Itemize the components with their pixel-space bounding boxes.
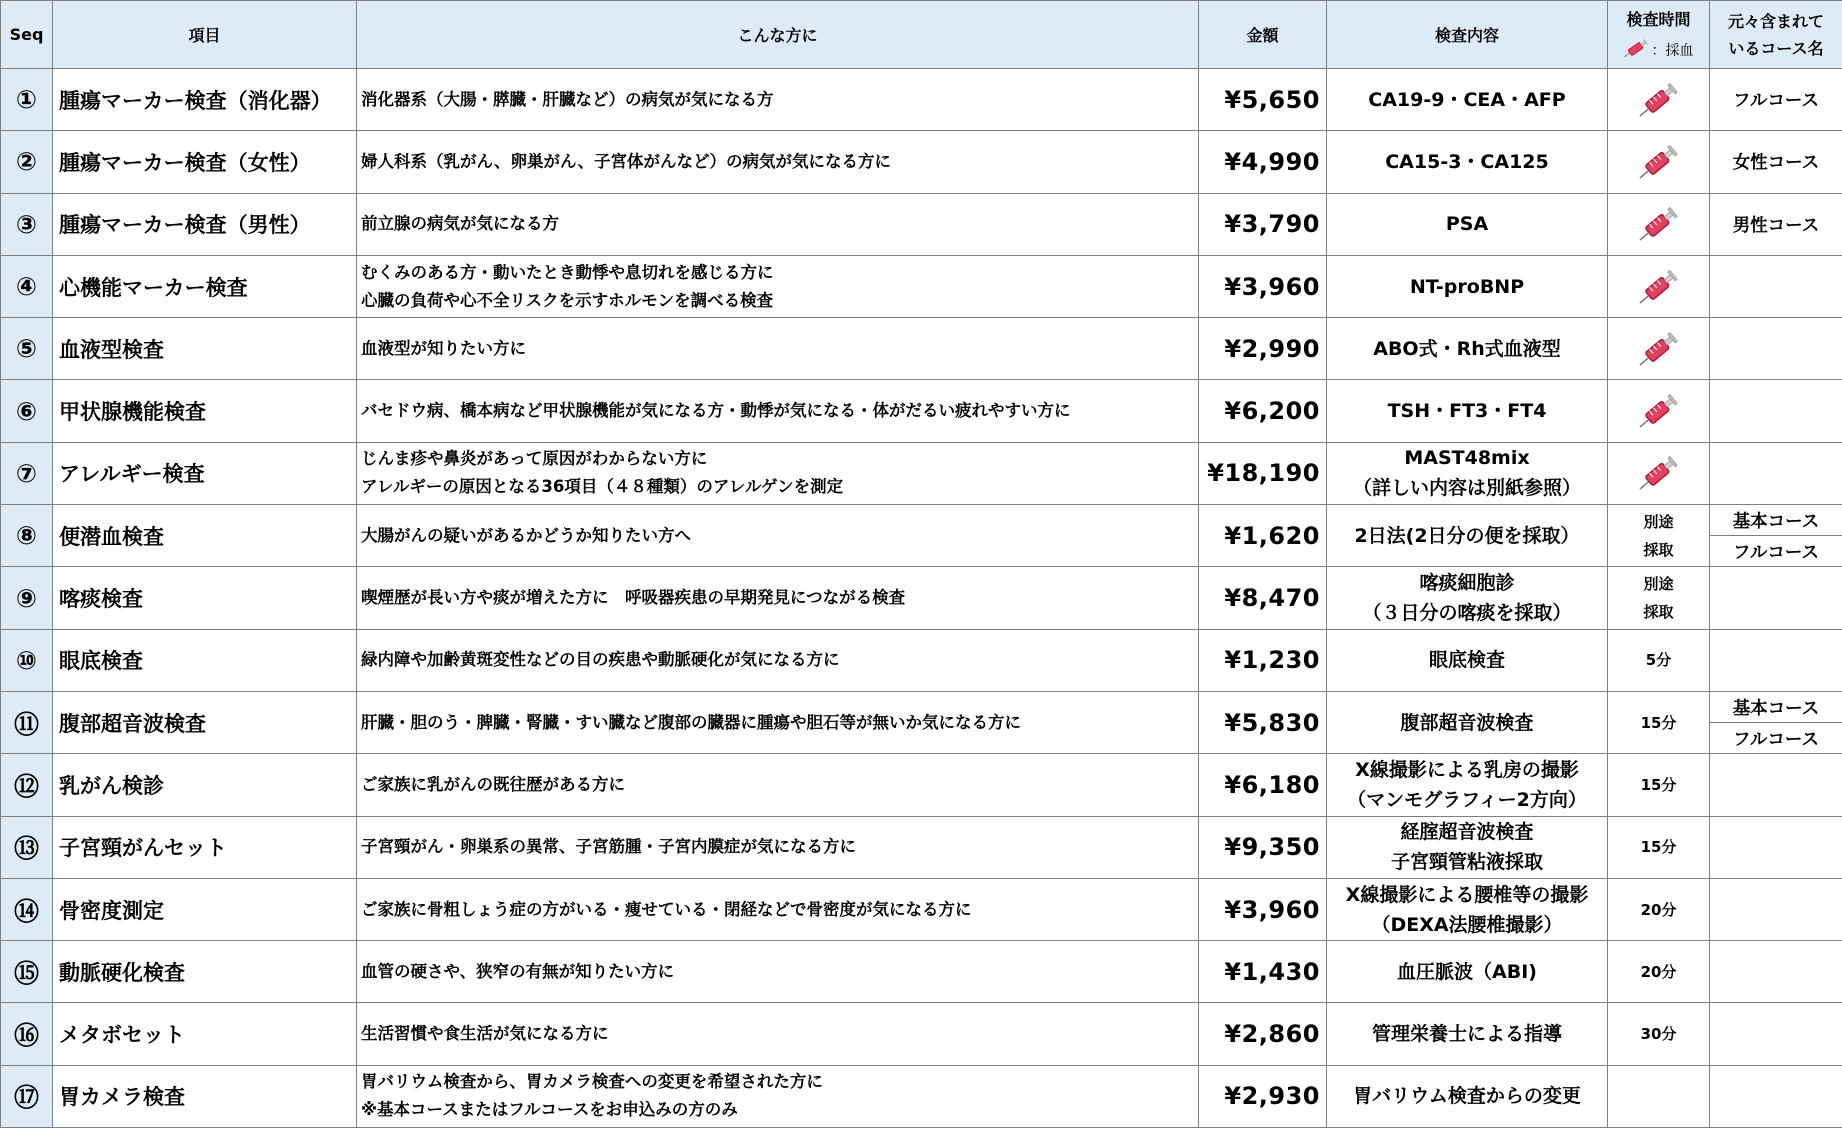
exam-time-cell <box>1608 505 1710 567</box>
target-description-cell <box>357 131 1199 193</box>
price-cell: ¥18,190 <box>1199 442 1327 504</box>
target-description-line: 子宮頸がん・卵巣系の異常、子宮筋腫・子宮内膜症が気になる方に <box>361 833 1198 861</box>
header-row <box>1 1 1842 69</box>
syringe-icon <box>1608 267 1709 307</box>
target-description-cell <box>357 255 1199 317</box>
target-description-cell <box>357 1065 1199 1127</box>
included-course-cell <box>1710 380 1842 442</box>
included-course-cell <box>1710 1003 1842 1065</box>
target-description-cell <box>357 816 1199 878</box>
exam-time-cell <box>1608 131 1710 193</box>
exam-content-cell <box>1327 69 1608 131</box>
header-who: こんな方に <box>357 1 1199 69</box>
included-course-cell <box>1710 629 1842 691</box>
item-name-cell: アレルギー検査 <box>53 442 357 504</box>
table-row <box>1 380 1842 442</box>
exam-time-cell <box>1608 691 1710 753</box>
exam-content-line: 喀痰細胞診 <box>1327 568 1607 598</box>
exam-time-line: 20分 <box>1608 896 1709 924</box>
header-time-legend <box>1608 37 1709 63</box>
exam-time-cell <box>1608 255 1710 317</box>
exam-time-cell <box>1608 878 1710 940</box>
item-name-cell: 動脈硬化検査 <box>53 941 357 1003</box>
exam-content-line: ABO式・Rh式血液型 <box>1327 334 1607 364</box>
exam-content-cell <box>1327 567 1608 629</box>
included-course-cell <box>1710 442 1842 504</box>
exam-time-line: 30分 <box>1608 1020 1709 1048</box>
included-course-cell <box>1710 754 1842 816</box>
exam-content-cell <box>1327 1065 1608 1127</box>
exam-content-line: X線撮影による乳房の撮影 <box>1327 755 1607 785</box>
exam-time-cell <box>1608 380 1710 442</box>
target-description-cell <box>357 691 1199 753</box>
seq-cell: ⑭ <box>1 878 53 940</box>
price-cell: ¥5,830 <box>1199 691 1327 753</box>
syringe-icon <box>1624 37 1650 63</box>
table-row <box>1 193 1842 255</box>
included-course-cell <box>1710 505 1842 567</box>
seq-cell: ④ <box>1 255 53 317</box>
target-description-cell <box>357 193 1199 255</box>
exam-time-cell <box>1608 193 1710 255</box>
item-name-cell: 腫瘍マーカー検査（男性） <box>53 193 357 255</box>
exam-content-line: 血圧脈波（ABI) <box>1327 957 1607 987</box>
syringe-icon <box>1608 391 1709 431</box>
table-row <box>1 69 1842 131</box>
table-row <box>1 691 1842 753</box>
exam-time-line: 20分 <box>1608 958 1709 986</box>
exam-content-cell <box>1327 318 1608 380</box>
item-name-cell: 心機能マーカー検査 <box>53 255 357 317</box>
exam-content-line: 経腟超音波検査 <box>1327 817 1607 847</box>
table-row <box>1 505 1842 567</box>
header-time-legend-text: ：採血 <box>1652 40 1694 60</box>
price-cell: ¥2,930 <box>1199 1065 1327 1127</box>
price-cell: ¥1,430 <box>1199 941 1327 1003</box>
exam-time-cell <box>1608 69 1710 131</box>
syringe-icon <box>1608 204 1709 244</box>
price-cell: ¥5,650 <box>1199 69 1327 131</box>
exam-time-cell <box>1608 816 1710 878</box>
item-name-cell: 胃カメラ検査 <box>53 1065 357 1127</box>
table-row <box>1 131 1842 193</box>
item-name-cell: 子宮頸がんセット <box>53 816 357 878</box>
table-row <box>1 941 1842 1003</box>
price-cell: ¥2,990 <box>1199 318 1327 380</box>
header-time-label: 検査時間 <box>1608 6 1709 33</box>
price-cell: ¥1,230 <box>1199 629 1327 691</box>
included-course-cell: 女性コース <box>1710 131 1842 193</box>
seq-cell: ⑥ <box>1 380 53 442</box>
seq-cell: ⑤ <box>1 318 53 380</box>
table-row <box>1 567 1842 629</box>
exam-content-line: 胃バリウム検査からの変更 <box>1327 1081 1607 1111</box>
exam-time-line: 採取 <box>1608 598 1709 626</box>
seq-cell: ⑨ <box>1 567 53 629</box>
included-course-name: 基本コース <box>1710 692 1842 722</box>
syringe-icon <box>1608 329 1709 369</box>
seq-cell: ⑮ <box>1 941 53 1003</box>
exam-content-line: 腹部超音波検査 <box>1327 708 1607 738</box>
exam-time-line: 別途 <box>1608 508 1709 536</box>
included-course-cell <box>1710 691 1842 753</box>
exam-content-line: （DEXA法腰椎撮影） <box>1327 910 1607 940</box>
table-row <box>1 629 1842 691</box>
exam-time-cell <box>1608 1003 1710 1065</box>
exam-content-cell <box>1327 878 1608 940</box>
seq-cell: ⑯ <box>1 1003 53 1065</box>
price-cell: ¥8,470 <box>1199 567 1327 629</box>
target-description-cell <box>357 69 1199 131</box>
price-cell: ¥2,860 <box>1199 1003 1327 1065</box>
target-description-line: 大腸がんの疑いがあるかどうか知りたい方へ <box>361 522 1198 550</box>
seq-cell: ② <box>1 131 53 193</box>
seq-cell: ⑩ <box>1 629 53 691</box>
item-name-cell: 血液型検査 <box>53 318 357 380</box>
target-description-line: 消化器系（大腸・膵臓・肝臓など）の病気が気になる方 <box>361 86 1198 114</box>
exam-content-cell <box>1327 193 1608 255</box>
seq-cell: ⑫ <box>1 754 53 816</box>
exam-time-line: 採取 <box>1608 536 1709 564</box>
price-cell: ¥3,960 <box>1199 878 1327 940</box>
target-description-cell <box>357 567 1199 629</box>
included-course-cell <box>1710 318 1842 380</box>
exam-content-line: NT-proBNP <box>1327 272 1607 302</box>
target-description-cell <box>357 318 1199 380</box>
included-course-cell <box>1710 1065 1842 1127</box>
price-cell: ¥4,990 <box>1199 131 1327 193</box>
item-name-cell: メタボセット <box>53 1003 357 1065</box>
included-course-cell: フルコース <box>1710 69 1842 131</box>
exam-time-cell <box>1608 754 1710 816</box>
exam-time-cell <box>1608 1065 1710 1127</box>
target-description-line: 心臓の負荷や心不全リスクを示すホルモンを調べる検査 <box>361 287 1198 315</box>
included-course-cell <box>1710 567 1842 629</box>
exam-content-line: （マンモグラフィー2方向） <box>1327 785 1607 815</box>
target-description-line: 緑内障や加齢黄斑変性などの目の疾患や動脈硬化が気になる方に <box>361 646 1198 674</box>
target-description-line: ※基本コースまたはフルコースをお申込みの方のみ <box>361 1096 1198 1124</box>
table-row <box>1 1003 1842 1065</box>
header-time <box>1608 1 1710 69</box>
target-description-line: バセドウ病、橋本病など甲状腺機能が気になる方・動悸が気になる・体がだるい疲れやすい方に <box>361 397 1198 425</box>
item-name-cell: 骨密度測定 <box>53 878 357 940</box>
included-course-cell <box>1710 878 1842 940</box>
exam-content-cell <box>1327 442 1608 504</box>
item-name-cell: 喀痰検査 <box>53 567 357 629</box>
target-description-line: 婦人科系（乳がん、卵巣がん、子宮体がんなど）の病気が気になる方に <box>361 148 1198 176</box>
target-description-line: 血液型が知りたい方に <box>361 335 1198 363</box>
item-name-cell: 腫瘍マーカー検査（消化器） <box>53 69 357 131</box>
table-row <box>1 754 1842 816</box>
exam-content-cell <box>1327 816 1608 878</box>
table-row <box>1 878 1842 940</box>
header-course <box>1710 1 1842 69</box>
exam-time-line: 15分 <box>1608 709 1709 737</box>
included-course-cell <box>1710 816 1842 878</box>
exam-time-line: 別途 <box>1608 570 1709 598</box>
target-description-line: 前立腺の病気が気になる方 <box>361 210 1198 238</box>
table-row <box>1 816 1842 878</box>
exam-content-line: MAST48mix <box>1327 443 1607 473</box>
item-name-cell: 腫瘍マーカー検査（女性） <box>53 131 357 193</box>
exam-content-line: PSA <box>1327 209 1607 239</box>
exam-content-line: （詳しい内容は別紙参照） <box>1327 473 1607 503</box>
included-course-name: フルコース <box>1710 722 1842 753</box>
header-price: 金額 <box>1199 1 1327 69</box>
exam-content-cell <box>1327 131 1608 193</box>
table-row <box>1 442 1842 504</box>
target-description-line: ご家族に乳がんの既往歴がある方に <box>361 771 1198 799</box>
exam-content-line: （３日分の喀痰を採取） <box>1327 598 1607 628</box>
target-description-cell <box>357 878 1199 940</box>
included-course-name: フルコース <box>1710 535 1842 566</box>
exam-content-cell <box>1327 380 1608 442</box>
target-description-line: じんま疹や鼻炎があって原因がわからない方に <box>361 445 1198 473</box>
exam-rows <box>1 69 1842 1128</box>
seq-cell: ① <box>1 69 53 131</box>
table-row <box>1 318 1842 380</box>
exam-time-line: 15分 <box>1608 833 1709 861</box>
exam-content-line: 管理栄養士による指導 <box>1327 1019 1607 1049</box>
price-cell: ¥3,790 <box>1199 193 1327 255</box>
seq-cell: ⑰ <box>1 1065 53 1127</box>
exam-content-line: TSH・FT3・FT4 <box>1327 396 1607 426</box>
exam-content-cell <box>1327 754 1608 816</box>
target-description-line: アレルギーの原因となる36項目（４８種類）のアレルゲンを測定 <box>361 473 1198 501</box>
header-course-line2: いるコース名 <box>1710 35 1842 62</box>
target-description-line: 生活習慣や食生活が気になる方に <box>361 1020 1198 1048</box>
target-description-cell <box>357 505 1199 567</box>
price-cell: ¥6,180 <box>1199 754 1327 816</box>
target-description-line: 肝臓・胆のう・脾臓・腎臓・すい臓など腹部の臓器に腫瘍や胆石等が無いか気になる方に <box>361 709 1198 737</box>
seq-cell: ⑪ <box>1 691 53 753</box>
target-description-line: 血管の硬さや、狭窄の有無が知りたい方に <box>361 958 1198 986</box>
included-course-name: 基本コース <box>1710 505 1842 535</box>
header-seq: Seq <box>1 1 53 69</box>
header-course-line1: 元々含まれて <box>1710 8 1842 35</box>
target-description-line: ご家族に骨粗しょう症の方がいる・痩せている・閉経などで骨密度が気になる方に <box>361 896 1198 924</box>
exam-time-cell <box>1608 941 1710 1003</box>
item-name-cell: 腹部超音波検査 <box>53 691 357 753</box>
seq-cell: ⑬ <box>1 816 53 878</box>
seq-cell: ⑧ <box>1 505 53 567</box>
exam-content-line: 眼底検査 <box>1327 645 1607 675</box>
table-row <box>1 1065 1842 1127</box>
target-description-line: 胃バリウム検査から、胃カメラ検査への変更を希望された方に <box>361 1068 1198 1096</box>
price-cell: ¥9,350 <box>1199 816 1327 878</box>
exam-content-cell <box>1327 255 1608 317</box>
price-cell: ¥1,620 <box>1199 505 1327 567</box>
seq-cell: ③ <box>1 193 53 255</box>
header-content: 検査内容 <box>1327 1 1608 69</box>
included-course-cell: 男性コース <box>1710 193 1842 255</box>
target-description-cell <box>357 629 1199 691</box>
syringe-icon <box>1608 142 1709 182</box>
exam-time-cell <box>1608 629 1710 691</box>
target-description-line: むくみのある方・動いたとき動悸や息切れを感じる方に <box>361 259 1198 287</box>
price-cell: ¥3,960 <box>1199 255 1327 317</box>
exam-content-cell <box>1327 691 1608 753</box>
target-description-cell <box>357 1003 1199 1065</box>
exam-time-line: 15分 <box>1608 771 1709 799</box>
included-course-cell <box>1710 941 1842 1003</box>
syringe-icon <box>1608 80 1709 120</box>
exam-time-cell <box>1608 442 1710 504</box>
exam-content-line: 2日法(2日分の便を採取） <box>1327 521 1607 551</box>
exam-content-line: X線撮影による腰椎等の撮影 <box>1327 880 1607 910</box>
exam-time-cell <box>1608 567 1710 629</box>
seq-cell: ⑦ <box>1 442 53 504</box>
price-cell: ¥6,200 <box>1199 380 1327 442</box>
exam-content-cell <box>1327 629 1608 691</box>
item-name-cell: 乳がん検診 <box>53 754 357 816</box>
target-description-line: 喫煙歴が長い方や痰が増えた方に 呼吸器疾患の早期発見につながる検査 <box>361 584 1198 612</box>
exam-content-cell <box>1327 941 1608 1003</box>
exam-content-line: CA19-9・CEA・AFP <box>1327 85 1607 115</box>
item-name-cell: 便潜血検査 <box>53 505 357 567</box>
table-row <box>1 255 1842 317</box>
target-description-cell <box>357 442 1199 504</box>
item-name-cell: 甲状腺機能検査 <box>53 380 357 442</box>
target-description-cell <box>357 941 1199 1003</box>
target-description-cell <box>357 754 1199 816</box>
exam-content-cell <box>1327 1003 1608 1065</box>
item-name-cell: 眼底検査 <box>53 629 357 691</box>
exam-time-cell <box>1608 318 1710 380</box>
exam-content-line: CA15-3・CA125 <box>1327 147 1607 177</box>
exam-time-line: 5分 <box>1608 646 1709 674</box>
exam-content-cell <box>1327 505 1608 567</box>
exam-content-line: 子宮頸管粘液採取 <box>1327 847 1607 877</box>
included-course-cell <box>1710 255 1842 317</box>
target-description-cell <box>357 380 1199 442</box>
syringe-icon <box>1608 453 1709 493</box>
header-item: 項目 <box>53 1 357 69</box>
